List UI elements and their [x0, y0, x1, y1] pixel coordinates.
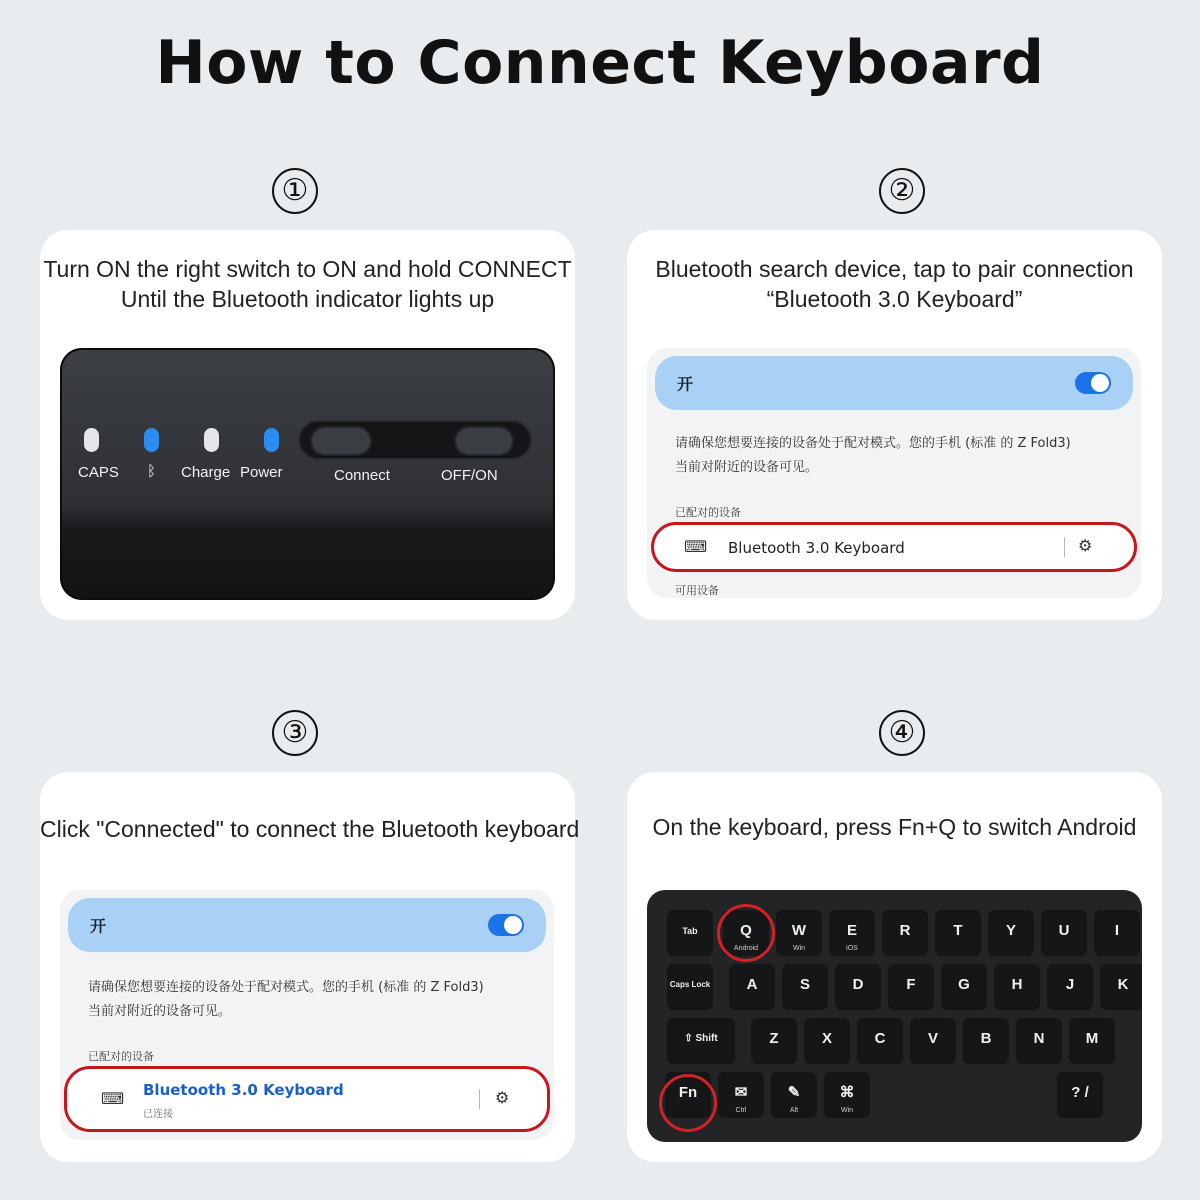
- key-f[interactable]: F: [888, 964, 934, 1010]
- key-n[interactable]: N: [1016, 1018, 1062, 1064]
- step-2-line-2: “Bluetooth 3.0 Keyboard”: [766, 286, 1023, 312]
- page-title: How to Connect Keyboard: [155, 28, 1045, 98]
- step-3-number: ③: [272, 710, 318, 756]
- step-1-line-2: Until the Bluetooth indicator lights up: [120, 286, 495, 312]
- key-caps-lock[interactable]: Caps Lock: [667, 964, 713, 1010]
- offon-label: OFF/ON: [441, 467, 498, 484]
- bluetooth-on-bar[interactable]: [655, 356, 1133, 410]
- key-b[interactable]: B: [963, 1018, 1009, 1064]
- key-y[interactable]: Y: [988, 910, 1034, 956]
- keyboard-icon: ⌨: [684, 537, 708, 556]
- keyboard-control-panel: [60, 348, 555, 600]
- connect-label: Connect: [334, 467, 390, 484]
- key-z[interactable]: Z: [751, 1018, 797, 1064]
- key-k[interactable]: K: [1100, 964, 1142, 1010]
- key-u[interactable]: U: [1041, 910, 1087, 956]
- pairing-description-2: 当前对附近的设备可见。: [88, 1004, 232, 1019]
- step-2-card: [627, 230, 1162, 620]
- bluetooth-led: [144, 428, 159, 452]
- key-h[interactable]: H: [994, 964, 1040, 1010]
- step-1-card: [40, 230, 575, 620]
- step-3-card: [40, 772, 580, 1162]
- key-x[interactable]: X: [804, 1018, 850, 1064]
- pairing-description-2: 当前对附近的设备可见。: [675, 460, 819, 475]
- charge-label: Charge: [181, 464, 231, 481]
- available-devices-header: 可用设备: [675, 584, 719, 597]
- step-3-line-1: Click "Connected" to connect the Bluetooth keyboard: [40, 816, 580, 842]
- key-w[interactable]: W Win: [776, 910, 822, 956]
- bluetooth-on-bar[interactable]: [68, 898, 546, 952]
- step-4-number: ④: [879, 710, 925, 756]
- row-separator: [479, 1089, 480, 1109]
- bluetooth-on-label: 开: [90, 916, 107, 936]
- paired-devices-header: 已配对的设备: [88, 1050, 154, 1063]
- key-e[interactable]: E iOS: [829, 910, 875, 956]
- key-mod-0[interactable]: Fn: [665, 1072, 711, 1118]
- key-slash[interactable]: ? /: [1057, 1072, 1103, 1118]
- key-i[interactable]: I: [1094, 910, 1140, 956]
- bluetooth-toggle[interactable]: [488, 914, 524, 936]
- bluetooth-settings-screen-connected: [60, 890, 554, 1140]
- charge-led: [204, 428, 219, 452]
- pairing-description-1: 请确保您想要连接的设备处于配对模式。您的手机 (标准 的 Z Fold3): [675, 436, 1071, 451]
- caps-led: [84, 428, 99, 452]
- bluetooth-toggle[interactable]: [1075, 372, 1111, 394]
- keyboard-device-row[interactable]: [651, 522, 1137, 572]
- keyboard-device-row-connected[interactable]: [64, 1066, 550, 1132]
- settings-gear-icon[interactable]: ⚙: [1078, 536, 1093, 555]
- power-label: Power: [240, 464, 283, 481]
- key-mod-3[interactable]: ⌘ Win: [824, 1072, 870, 1118]
- key-s[interactable]: S: [782, 964, 828, 1010]
- device-name: Bluetooth 3.0 Keyboard: [728, 539, 905, 557]
- fn-key-highlight-ring: [659, 1074, 717, 1132]
- step-4-card: [627, 772, 1162, 1162]
- key-shift[interactable]: ⇧ Shift: [667, 1018, 735, 1064]
- key-mod-1[interactable]: ✉ Ctrl: [718, 1072, 764, 1118]
- connect-button[interactable]: [312, 428, 370, 454]
- key-t[interactable]: T: [935, 910, 981, 956]
- bluetooth-on-label: 开: [677, 374, 694, 394]
- connected-status: 已连接: [143, 1109, 173, 1120]
- row-separator: [1064, 537, 1065, 557]
- key-q[interactable]: Q Android: [723, 910, 769, 956]
- key-d[interactable]: D: [835, 964, 881, 1010]
- settings-gear-icon[interactable]: ⚙: [495, 1088, 510, 1107]
- step-4-line-1: On the keyboard, press Fn+Q to switch Android: [652, 814, 1137, 840]
- paired-devices-header: 已配对的设备: [675, 506, 741, 519]
- bluetooth-icon: ᛒ: [147, 463, 157, 480]
- device-name: Bluetooth 3.0 Keyboard: [143, 1081, 344, 1099]
- bluetooth-settings-screen: [647, 348, 1141, 598]
- step-2-line-1: Bluetooth search device, tap to pair connection: [655, 256, 1134, 282]
- key-v[interactable]: V: [910, 1018, 956, 1064]
- keyboard-image: [647, 890, 1142, 1142]
- q-key-highlight-ring: [717, 904, 775, 962]
- key-g[interactable]: G: [941, 964, 987, 1010]
- step-1-line-1: Turn ON the right switch to ON and hold CONNECT: [43, 256, 572, 282]
- keyboard-icon: ⌨: [101, 1089, 125, 1108]
- pairing-description-1: 请确保您想要连接的设备处于配对模式。您的手机 (标准 的 Z Fold3): [88, 980, 484, 995]
- step-2-number: ②: [879, 168, 925, 214]
- key-m[interactable]: M: [1069, 1018, 1115, 1064]
- power-switch[interactable]: [456, 428, 512, 454]
- step-1-number: ①: [272, 168, 318, 214]
- key-r[interactable]: R: [882, 910, 928, 956]
- key-c[interactable]: C: [857, 1018, 903, 1064]
- key-mod-2[interactable]: ✎ Alt: [771, 1072, 817, 1118]
- key-tab[interactable]: Tab: [667, 910, 713, 956]
- key-a[interactable]: A: [729, 964, 775, 1010]
- key-j[interactable]: J: [1047, 964, 1093, 1010]
- power-led: [264, 428, 279, 452]
- caps-label: CAPS: [78, 464, 119, 481]
